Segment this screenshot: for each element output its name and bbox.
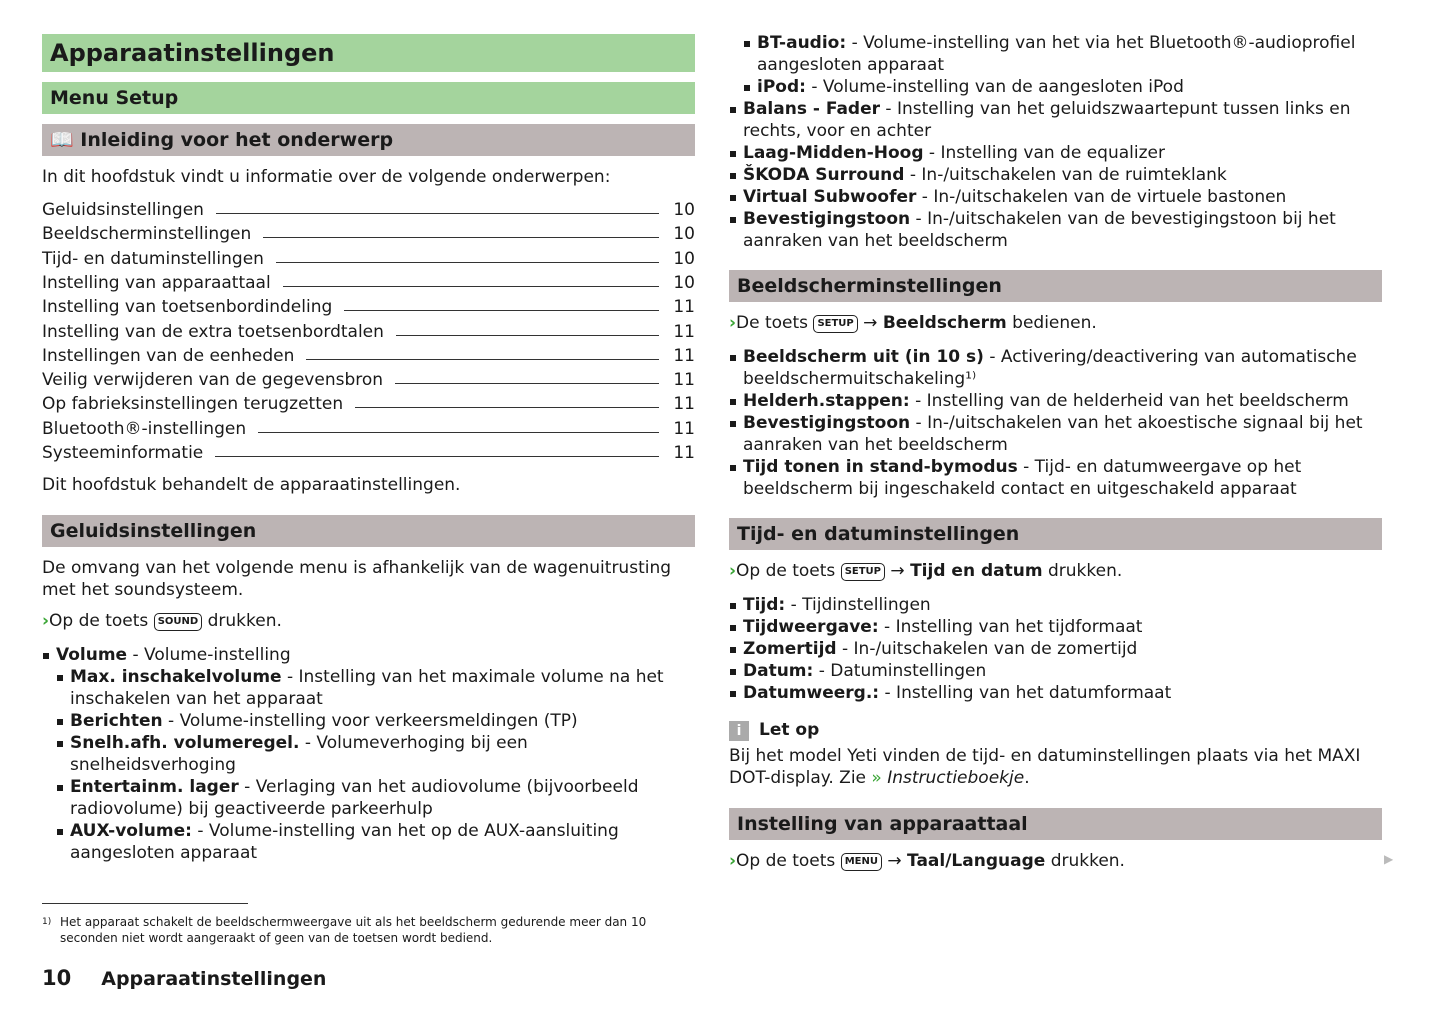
toc-leader [395, 383, 659, 384]
toc-leader [306, 359, 659, 360]
footer-chapter: Apparaatinstellingen [101, 968, 327, 990]
toc-label: Systeeminformatie [42, 443, 204, 463]
step-chevron-icon: › [729, 851, 737, 871]
item-term: iPod: [757, 77, 806, 97]
toc-label: Beeldscherminstellingen [42, 224, 252, 245]
item-term: Balans - Fader [743, 99, 881, 119]
book-icon: 📖 [50, 129, 74, 151]
note-reference[interactable]: Instructieboekje [887, 768, 1025, 788]
toc-leader [283, 286, 659, 287]
key-button-icon: SOUND [154, 613, 203, 631]
item-term: Max. inschakelvolume [70, 667, 282, 687]
note-text [729, 745, 1382, 789]
key-button-icon: MENU [841, 853, 882, 871]
item-term: Virtual Subwoofer [743, 187, 917, 207]
item-desc: - Instelling van het geluidszwaartepunt tussen links en rechts, voor en achter [743, 99, 1351, 141]
item-desc: - Tijd- en datumweergave op het beeldscherm bij ingeschakeld contact en uitgeschakeld apparaat [743, 457, 1302, 499]
step-target: Beeldscherm [882, 313, 1007, 333]
arrow-icon: → [890, 561, 905, 581]
list-item [56, 732, 695, 776]
toc-entry[interactable] [42, 293, 695, 317]
item-desc: - Instelling van het datumformaat [879, 683, 1172, 703]
toc-page: 11 [673, 443, 695, 463]
item-term: Bevestigingstoon [743, 209, 911, 229]
toc-page: 11 [673, 321, 695, 342]
toc-entry[interactable] [42, 390, 695, 414]
toc-page: 11 [673, 394, 695, 415]
toc-label: Instelling van toetsenbordindeling [42, 297, 333, 318]
info-icon: i [729, 721, 749, 741]
reference-arrow[interactable]: » [871, 768, 882, 788]
time-heading: Tijd- en datuminstellingen [729, 518, 1382, 550]
item-desc: - In-/uitschakelen van de zomertijd [836, 639, 1138, 659]
toc-entry[interactable] [42, 245, 695, 269]
right-column [729, 0, 1382, 1020]
note-end: . [1024, 768, 1030, 788]
list-item [729, 186, 1382, 208]
step-pre: Op de toets [736, 851, 836, 871]
step-pre: Op de toets [736, 561, 836, 581]
note-title-text: Let op [759, 720, 820, 740]
item-term: Datum: [743, 661, 814, 681]
toc-page: 10 [673, 272, 695, 293]
toc-entry[interactable] [42, 439, 695, 463]
step-target: Tijd en datum [910, 561, 1043, 581]
chapter-title: Apparaatinstellingen [42, 34, 695, 72]
list-item [729, 346, 1382, 390]
page-number: 10 [42, 966, 72, 990]
note-body: Bij het model Yeti vinden de tijd- en datuminstellingen plaats via het MAXI DOT-display. Zie [729, 746, 1361, 788]
left-column [42, 0, 695, 1020]
toc-entry[interactable] [42, 342, 695, 366]
section-title: Menu Setup [42, 82, 695, 114]
list-item [42, 644, 695, 666]
item-desc: - Volume-instelling van het via het Bluetooth®-audioprofiel aangesloten apparaat [757, 33, 1356, 75]
item-term: Snelh.afh. volumeregel. [70, 733, 300, 753]
lang-heading: Instelling van apparaattaal [729, 808, 1382, 840]
toc-page: 10 [673, 248, 695, 269]
list-item [743, 32, 1382, 76]
item-term: Bevestigingstoon [743, 413, 911, 433]
item-desc: - In-/uitschakelen van de ruimteklank [904, 165, 1227, 185]
arrow-icon: → [887, 851, 902, 871]
item-desc: - In-/uitschakelen van de virtuele bastonen [916, 187, 1287, 207]
footnote-mark: 1) [42, 917, 52, 927]
step-chevron-icon: › [729, 561, 737, 581]
toc-entry[interactable] [42, 366, 695, 390]
item-desc: - Volume-instelling van de aangesloten iPod [805, 77, 1184, 97]
footnote-rule [42, 903, 248, 904]
list-item [56, 776, 695, 820]
step-chevron-icon: › [729, 313, 737, 333]
toc-page: 11 [673, 297, 695, 318]
item-desc: - Verlaging van het audiovolume (bijvoorbeeld radiovolume) bij geactiveerde parkeerhulp [70, 777, 639, 819]
list-item [729, 98, 1382, 142]
item-term: Datumweerg.: [743, 683, 880, 703]
item-desc: - Volume-instelling van het op de AUX-aansluiting aangesloten apparaat [70, 821, 619, 863]
item-term: Zomertijd [743, 639, 837, 659]
item-term: Tijd tonen in stand-bymodus [743, 457, 1018, 477]
item-term: Tijdweergave: [743, 617, 879, 637]
toc-leader [276, 262, 659, 263]
item-desc: - Datuminstellingen [813, 661, 987, 681]
item-desc: - Volume-instelling [127, 645, 291, 665]
item-desc: - Instelling van de equalizer [923, 143, 1165, 163]
footnote [42, 914, 695, 946]
item-desc: - Volumeverhoging bij een snelheidsverhoging [70, 733, 528, 775]
list-item [56, 710, 695, 732]
sound-heading: Geluidsinstellingen [42, 515, 695, 547]
toc-leader [344, 310, 659, 311]
screen-heading: Beeldscherminstellingen [729, 270, 1382, 302]
item-desc: - Instelling van de helderheid van het beeldscherm [909, 391, 1349, 411]
item-desc: - In-/uitschakelen van de bevestigingstoon bij het aanraken van het beeldscherm [743, 209, 1336, 251]
item-desc: - Instelling van het maximale volume na het inschakelen van het apparaat [70, 667, 664, 709]
toc-label: Tijd- en datuminstellingen [42, 248, 264, 269]
arrow-icon: → [863, 313, 878, 333]
toc-leader [215, 456, 659, 457]
toc-page: 11 [673, 370, 695, 391]
item-term: Beeldscherm uit (in 10 s) [743, 347, 984, 367]
list-item [743, 76, 1382, 98]
intro-heading-text: Inleiding voor het onderwerp [80, 129, 394, 151]
intro-text: In dit hoofdstuk vindt u informatie over de volgende onderwerpen: [42, 167, 611, 187]
list-item [56, 666, 695, 710]
toc-leader [216, 213, 659, 214]
list-item [729, 412, 1382, 456]
step-pre: De toets [736, 313, 809, 333]
item-term: ŠKODA Surround [743, 165, 905, 185]
toc-entry[interactable] [42, 318, 695, 342]
item-term: AUX-volume: [70, 821, 192, 841]
item-desc: - In-/uitschakelen van het akoestische signaal bij het aanraken van het beeldscherm [743, 413, 1363, 455]
step-post: drukken. [207, 611, 282, 631]
key-button-icon: SETUP [841, 563, 885, 581]
intro-heading [42, 124, 695, 156]
item-term: Tijd: [743, 595, 786, 615]
step-post: drukken. [1047, 561, 1123, 581]
toc-entry[interactable] [42, 269, 695, 293]
item-desc: - Volume-instelling voor verkeersmeldingen (TP) [162, 711, 578, 731]
toc-label: Op fabrieksinstellingen terugzetten [42, 394, 344, 415]
screen-list [729, 346, 1382, 500]
list-item [56, 820, 695, 864]
toc-label: Geluidsinstellingen [42, 200, 204, 220]
step-pre: Op de toets [49, 611, 149, 631]
item-term: Laag-Midden-Hoog [743, 143, 924, 163]
toc-page: 11 [673, 345, 695, 366]
toc-entry[interactable] [42, 415, 695, 439]
note-title [729, 719, 1382, 741]
list-item [729, 594, 1382, 616]
item-term: Entertainm. lager [70, 777, 239, 797]
item-desc: - Activering/deactivering van automatische beeldschermuitschakeling¹⁾ [743, 347, 1357, 389]
toc-page: 11 [673, 418, 695, 439]
list-item [729, 616, 1382, 638]
item-desc: - Instelling van het tijdformaat [878, 617, 1143, 637]
toc-page: 10 [673, 224, 695, 245]
item-term: Volume [56, 645, 128, 665]
list-item [729, 456, 1382, 500]
toc-entry[interactable] [42, 196, 695, 220]
list-item [729, 142, 1382, 164]
key-button-icon: SETUP [813, 315, 857, 333]
toc-label: Instellingen van de eenheden [42, 345, 295, 366]
toc-label: Veilig verwijderen van de gegevensbron [42, 370, 384, 391]
sound-text: De omvang van het volgende menu is afhankelijk van de wagenuitrusting met het soundsysteem. [42, 558, 672, 600]
toc-label: Bluetooth®-instellingen [42, 418, 247, 439]
footnote-text: Het apparaat schakelt de beeldschermweergave uit als het beeldscherm gedurende meer dan 10 seconden niet wordt aangeraakt of geen van de toetsen wordt bediend. [60, 915, 647, 945]
page-footer [42, 966, 326, 990]
list-item [729, 682, 1382, 704]
next-page-arrow-icon[interactable]: ▶ [1384, 852, 1394, 866]
time-step [729, 560, 1382, 582]
step-chevron-icon: › [42, 611, 50, 631]
sound-step [42, 610, 695, 632]
toc-label: Instelling van apparaattaal [42, 272, 271, 293]
toc-leader [396, 335, 659, 336]
step-post: bedienen. [1012, 313, 1097, 333]
screen-step [729, 312, 1382, 334]
toc-label: Instelling van de extra toetsenbordtalen [42, 321, 384, 342]
item-term: BT-audio: [757, 33, 847, 53]
step-target: Taal/Language [907, 851, 1046, 871]
outro-text: Dit hoofdstuk behandelt de apparaatinstellingen. [42, 475, 461, 495]
toc-leader [355, 407, 659, 408]
list-item [729, 390, 1382, 412]
time-list [729, 594, 1382, 704]
toc-leader [258, 432, 659, 433]
item-term: Helderh.stappen: [743, 391, 910, 411]
sound-list [42, 644, 695, 864]
list-item [729, 638, 1382, 660]
toc-page: 10 [673, 200, 695, 220]
sound-list-continued [729, 32, 1382, 252]
list-item [729, 660, 1382, 682]
item-desc: - Tijdinstellingen [785, 595, 931, 615]
lang-step [729, 850, 1382, 872]
step-post: drukken. [1050, 851, 1125, 871]
list-item [729, 164, 1382, 186]
toc-entry[interactable] [42, 220, 695, 244]
list-item [729, 208, 1382, 252]
item-term: Berichten [70, 711, 163, 731]
toc-leader [263, 237, 659, 238]
